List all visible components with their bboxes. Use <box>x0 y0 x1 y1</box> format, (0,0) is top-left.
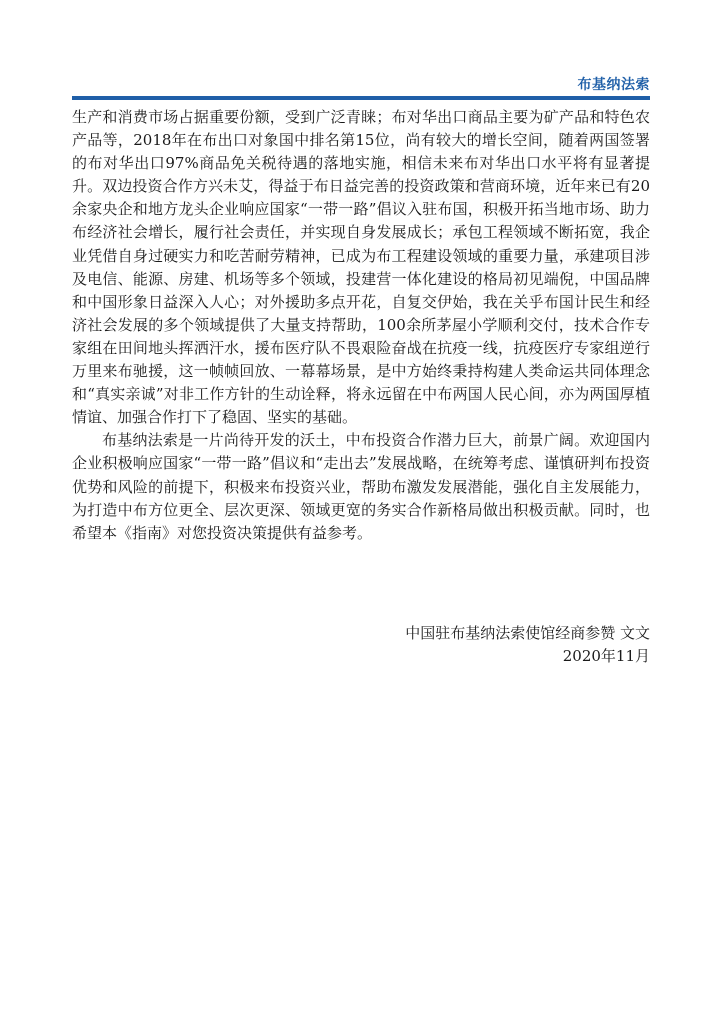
signature-block <box>405 622 650 668</box>
header-divider <box>72 96 650 100</box>
signature-author: 中国驻布基纳法索使馆经商参赞 文文 <box>405 624 650 642</box>
page-header-title: 布基纳法索 <box>577 77 650 93</box>
paragraph-continued: 生产和消费市场占据重要份额，受到广泛青睐；布对华出口商品主要为矿产品和特色农产品等，2018年在布出口对象国中排名第15位，尚有较大的增长空间，随着两国签署的布对华出口97%商品免关税待遇的落地实施，相信未来布对华出口水平将有显著提升。双边投资合作方兴未艾，得益于布日益完善的投资政策和营商环境，近年来已有20余家央企和地方龙头企业响应国家“一带一路”倡议入驻布国，积极开拓当地市场、助力布经济社会增长，履行社会责任，并实现自身发展成长；承包工程领域不断拓宽，我企业凭借自身过硬实力和吃苦耐劳精神，已成为布工程建设领域的重要力量，承建项目涉及电信、能源、房建、机场等多个领域，投建营一体化建设的格局初见端倪，中国品牌和中国形象日益深入人心；对外援助多点开花，自复交伊始，我在关乎布国计民生和经济社会发展的多个领域提供了大量支持帮助，100余所茅屋小学顺利交付，技术合作专家组在田间地头挥洒汗水，援布医疗队不畏艰险奋战在抗疫一线，抗疫医疗专家组逆行万里来布驰援，这一帧帧回放、一幕幕场景，是中方始终秉持构建人类命运共同体理念和“真实亲诚”对非工作方针的生动诠释，将永远留在中布两国人民心间，亦为两国厚植情谊、加强合作打下了稳固、坚实的基础。 <box>72 108 650 427</box>
signature-date: 2020年11月 <box>562 647 650 665</box>
paragraph-conclusion: 布基纳法索是一片尚待开发的沃土，中布投资合作潜力巨大，前景广阔。欢迎国内企业积极响应国家“一带一路”倡议和“走出去”发展战略，在统筹考虑、谨慎研判布投资优势和风险的前提下，积极来布投资兴业，帮助布激发发展潜能，强化自主发展能力，为打造中布方位更全、层次更深、领域更宽的务实合作新格局做出积极贡献。同时，也希望本《指南》对您投资决策提供有益参考。 <box>72 431 650 542</box>
body-text <box>72 106 650 545</box>
